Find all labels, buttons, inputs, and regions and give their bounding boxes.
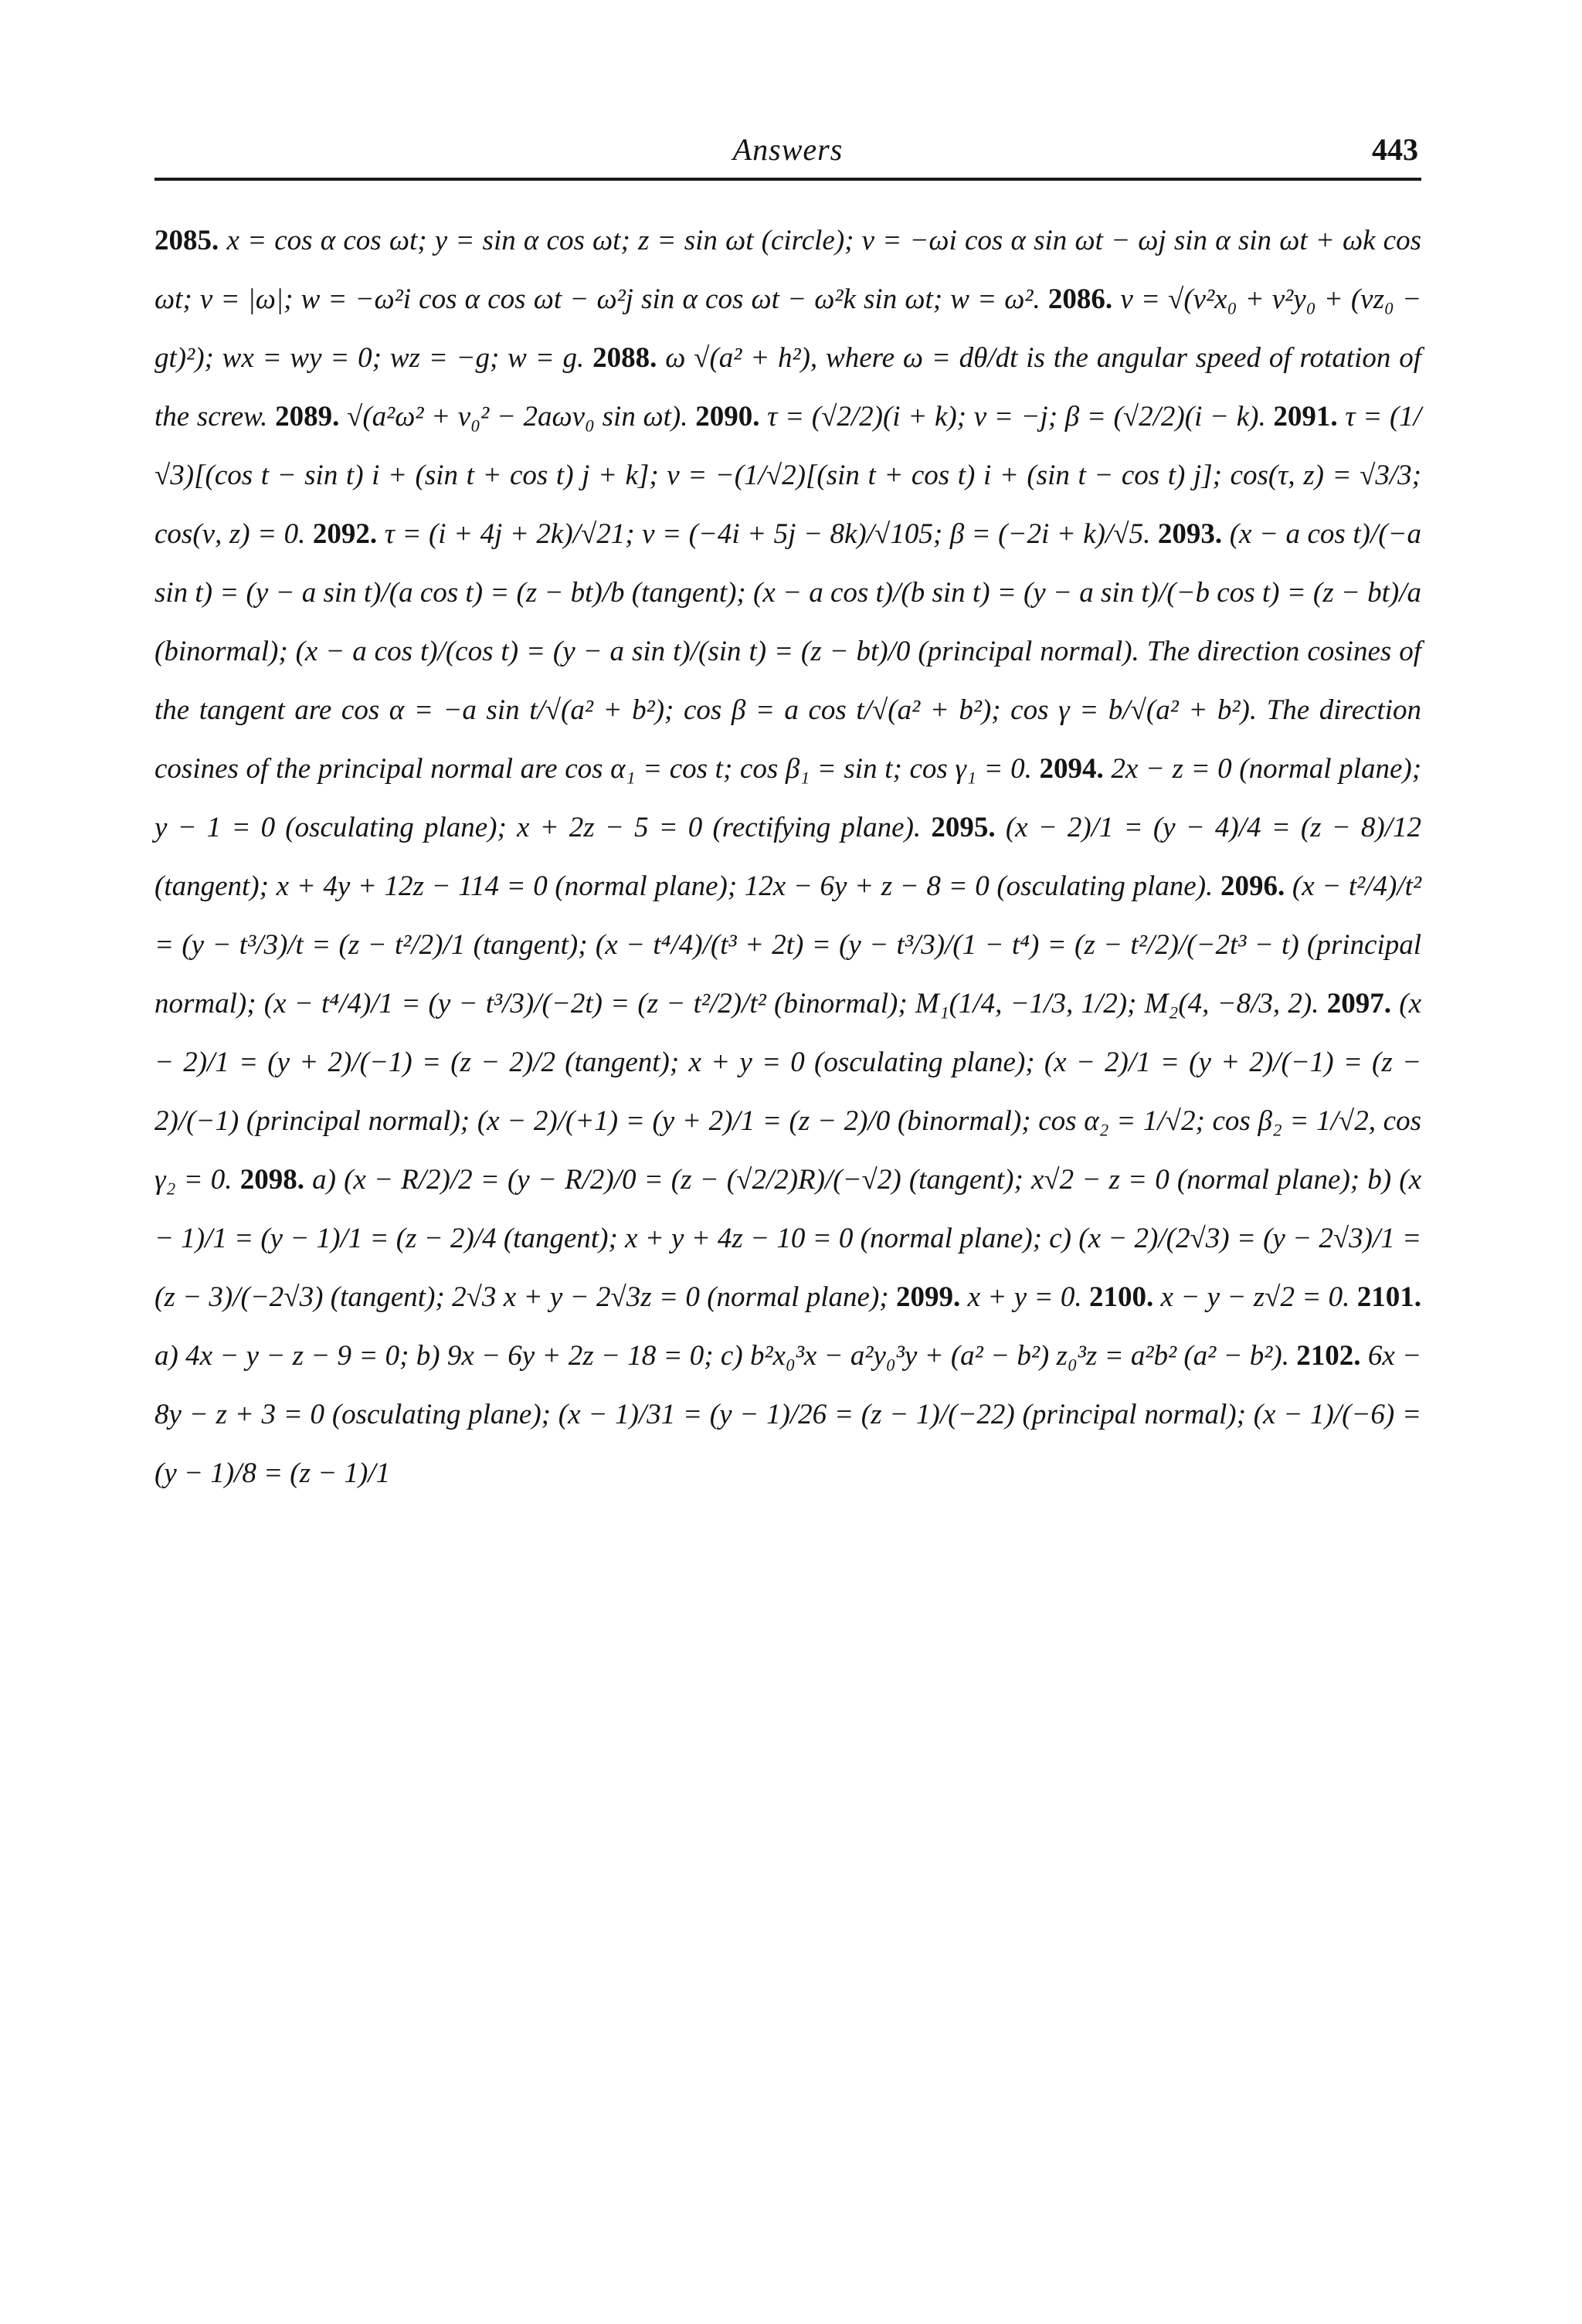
answer-text: τ = (1/√3)[(cos t − sin t) i + (sin t + cos t) j + k]; ν = −(1/√2)[(sin t + cos t) i + (sin t − cos t) j]; cos(τ, z) = √3/3; cos(ν, z) = 0.: [154, 401, 1422, 550]
answer-2100: [1089, 1281, 1349, 1313]
answer-number: 2102.: [1296, 1340, 1361, 1372]
answer-2089: [275, 401, 687, 433]
book-page: [154, 131, 1421, 1503]
answer-number: 2090.: [695, 401, 760, 433]
answer-2092: [313, 518, 1150, 550]
answer-text: x + y = 0.: [967, 1281, 1082, 1313]
answer-2090: [695, 401, 1266, 433]
answer-text: √(a²ω² + v₀² − 2aωv₀ sin ωt).: [347, 401, 688, 433]
answer-2093: [154, 518, 1421, 785]
answer-text: (x − 2)/1 = (y − 4)/4 = (z − 8)/12 (tangent); x + 4y + 12z − 114 = 0 (normal plane); 12x − 6y + z − 8 = 0 (osculating plane).: [154, 812, 1422, 902]
answer-text: τ = (i + 4j + 2k)/√21; ν = (−4i + 5j − 8k)/√105; β = (−2i + k)/√5.: [384, 518, 1151, 550]
answer-number: 2099.: [896, 1281, 961, 1313]
answer-text: τ = (√2/2)(i + k); ν = −j; β = (√2/2)(i − k).: [767, 401, 1266, 433]
answer-text: x = cos α cos ωt; y = sin α cos ωt; z = sin ωt (circle); v = −ωi cos α sin ωt − ωj sin α sin ωt + ωk cos ωt; v = |ω|; w = −ω²i cos α cos ωt − ω²j sin α cos ωt − ω²k sin ωt; w = ω².: [154, 225, 1422, 315]
answer-number: 2089.: [275, 401, 340, 433]
answer-number: 2095.: [931, 812, 996, 843]
answer-number: 2092.: [312, 518, 378, 550]
answer-text: v = √(v²x₀ + v²y₀ + (vz₀ − gt)²); wx = wy = 0; wz = −g; w = g.: [154, 283, 1422, 374]
answer-text: (x − 2)/1 = (y + 2)/(−1) = (z − 2)/2 (tangent); x + y = 0 (osculating plane); (x − 2)/1 = (y + 2)/(−1) = (z − 2)/(−1) (principal normal); (x − 2)/(+1) = (y + 2)/1 = (z − 2)/0 (binormal); cos α₂ = 1/√2; cos β₂ = 1/√2, cos γ₂ = 0.: [154, 988, 1422, 1196]
answer-2099: [896, 1281, 1082, 1313]
page-header: [154, 131, 1421, 181]
answer-number: 2093.: [1157, 518, 1223, 550]
answer-number: 2098.: [239, 1164, 304, 1196]
answer-number: 2086.: [1047, 283, 1113, 315]
answer-text: (x − a cos t)/(−a sin t) = (y − a sin t)/(a cos t) = (z − bt)/b (tangent); (x − a cos t)/(b sin t) = (y − a sin t)/(−b cos t) = (z − bt)/a (binormal); (x − a cos t)/(cos t) = (y − a sin t)/(sin t) = (z − bt)/0 (principal normal). The direction cosines of the tangent are cos α = −a sin t/√(a² + b²); cos β = a cos t/√(a² + b²); cos γ = b/√(a² + b²). The direction cosines of the principal normal are cos α₁ = cos t; cos β₁ = sin t; cos γ₁ = 0.: [154, 518, 1422, 785]
answer-text: 6x − 8y − z + 3 = 0 (osculating plane); (x − 1)/31 = (y − 1)/26 = (z − 1)/(−22) (principal normal); (x − 1)/(−6) = (y − 1)/8 = (z − 1)/1: [154, 1340, 1422, 1489]
answers-paragraph: [154, 212, 1421, 1503]
answer-number: 2091.: [1273, 401, 1338, 433]
answer-text: a) (x − R/2)/2 = (y − R/2)/0 = (z − (√2/2)R)/(−√2) (tangent); x√2 − z = 0 (normal plane); b) (x − 1)/1 = (y − 1)/1 = (z − 2)/4 (tangent); x + y + 4z − 10 = 0 (normal plane); c) (x − 2)/(2√3) = (y − 2√3)/1 = (z − 3)/(−2√3) (tangent); 2√3 x + y − 2√3z = 0 (normal plane);: [154, 1164, 1421, 1313]
answer-text: ω √(a² + h²), where ω = dθ/dt is the angular speed of rotation of the screw.: [154, 342, 1421, 433]
answer-text: 2x − z = 0 (normal plane); y − 1 = 0 (osculating plane); x + 2z − 5 = 0 (rectifying plane).: [154, 753, 1422, 843]
answer-text: a) 4x − y − z − 9 = 0; b) 9x − 6y + 2z − 18 = 0; c) b²x₀³x − a²y₀³y + (a² − b²) z₀³z = a²b² (a² − b²).: [154, 1340, 1289, 1372]
answer-number: 2094.: [1039, 753, 1104, 785]
page-number: 443: [1372, 132, 1418, 167]
answer-number: 2100.: [1088, 1281, 1154, 1313]
answer-number: 2097.: [1326, 988, 1391, 1020]
answer-number: 2085.: [154, 225, 219, 256]
answer-text: x − y − z√2 = 0.: [1160, 1281, 1350, 1313]
answer-number: 2088.: [592, 342, 657, 374]
answers-body: [154, 212, 1421, 1503]
answer-number: 2096.: [1220, 870, 1285, 902]
answer-number: 2101.: [1356, 1281, 1422, 1313]
running-title: Answers: [732, 132, 844, 167]
answer-text: (x − t²/4)/t² = (y − t³/3)/t = (z − t²/2)/1 (tangent); (x − t⁴/4)/(t³ + 2t) = (y − t³/3)/(1 − t⁴) = (z − t²/2)/(−2t³ − t) (principal normal); (x − t⁴/4)/1 = (y − t³/3)/(−2t) = (z − t²/2)/t² (binormal); M₁(1/4, −1/3, 1/2); M₂(4, −8/3, 2).: [154, 870, 1422, 1020]
